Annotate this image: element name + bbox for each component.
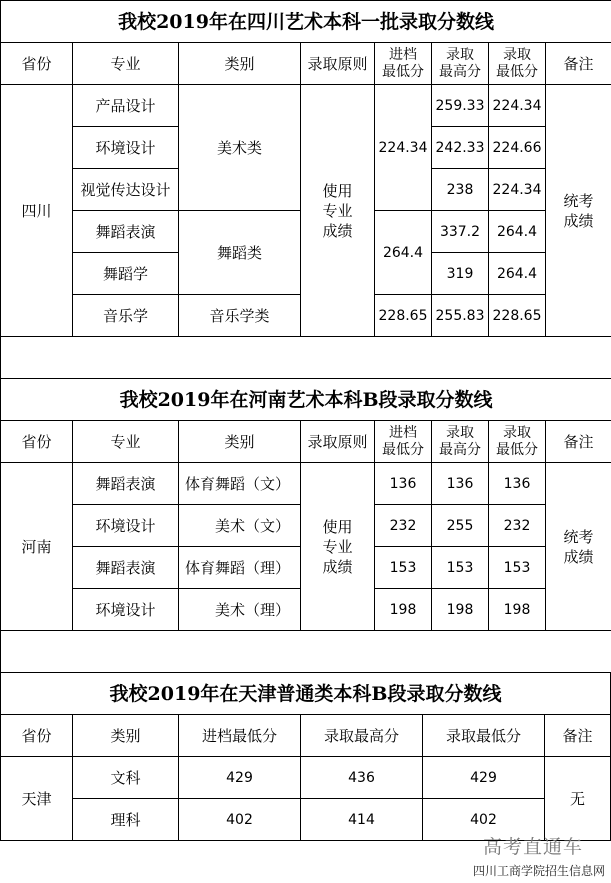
header-admit-max: 录取 最高分 xyxy=(432,43,489,85)
admit-min-cell: 232 xyxy=(489,505,546,547)
admit-min-cell: 429 xyxy=(423,757,545,799)
admit-max-cell: 436 xyxy=(301,757,423,799)
tianjin-province: 天津 xyxy=(1,757,73,841)
header-entry-min: 进档 最低分 xyxy=(375,43,432,85)
admit-max-cell: 198 xyxy=(432,589,489,631)
header-province: 省份 xyxy=(1,715,73,757)
entry-min-cell: 228.65 xyxy=(375,295,432,337)
header-entry-min: 进档 最低分 xyxy=(375,421,432,463)
header-admit-min: 录取最低分 xyxy=(423,715,545,757)
entry-min-cell: 198 xyxy=(375,589,432,631)
admit-min-cell: 136 xyxy=(489,463,546,505)
category-cell: 理科 xyxy=(73,799,179,841)
category-cell: 美术（文） xyxy=(179,505,301,547)
sichuan-title: 我校2019年在四川艺术本科一批录取分数线 xyxy=(1,1,611,43)
admit-min-cell: 264.4 xyxy=(489,211,546,253)
tianjin-title: 我校2019年在天津普通类本科B段录取分数线 xyxy=(1,673,611,715)
admit-max-cell: 319 xyxy=(432,253,489,295)
sichuan-province: 四川 xyxy=(1,85,73,337)
admit-max-cell: 337.2 xyxy=(432,211,489,253)
major-cell: 舞蹈表演 xyxy=(73,547,179,589)
header-admit-max: 录取最高分 xyxy=(301,715,423,757)
tianjin-table xyxy=(0,672,611,841)
principle-cell: 使用 专业 成绩 xyxy=(301,85,375,337)
major-cell: 视觉传达设计 xyxy=(73,169,179,211)
henan-title: 我校2019年在河南艺术本科B段录取分数线 xyxy=(1,379,611,421)
header-admit-max: 录取 最高分 xyxy=(432,421,489,463)
admit-min-cell: 198 xyxy=(489,589,546,631)
entry-min-cell: 429 xyxy=(179,757,301,799)
header-province: 省份 xyxy=(1,43,73,85)
sichuan-table xyxy=(0,0,611,379)
header-admit-min: 录取 最低分 xyxy=(489,421,546,463)
header-remark: 备注 xyxy=(546,43,611,85)
header-remark: 备注 xyxy=(546,421,611,463)
major-cell: 环境设计 xyxy=(73,127,179,169)
admit-min-cell: 402 xyxy=(423,799,545,841)
major-cell: 舞蹈表演 xyxy=(73,463,179,505)
admit-max-cell: 414 xyxy=(301,799,423,841)
remark-cell: 无 xyxy=(545,757,611,841)
entry-min-cell: 402 xyxy=(179,799,301,841)
admit-max-cell: 153 xyxy=(432,547,489,589)
principle-cell: 使用 专业 成绩 xyxy=(301,463,375,631)
category-cell: 体育舞蹈（文） xyxy=(179,463,301,505)
admit-max-cell: 255.83 xyxy=(432,295,489,337)
admit-min-cell: 224.66 xyxy=(489,127,546,169)
admit-max-cell: 136 xyxy=(432,463,489,505)
category-cell: 体育舞蹈（理） xyxy=(179,547,301,589)
category-cell: 舞蹈类 xyxy=(179,211,301,295)
category-cell: 美术（理） xyxy=(179,589,301,631)
header-category: 类别 xyxy=(179,421,301,463)
admit-min-cell: 153 xyxy=(489,547,546,589)
category-cell: 文科 xyxy=(73,757,179,799)
entry-min-cell: 264.4 xyxy=(375,211,432,295)
admit-min-cell: 264.4 xyxy=(489,253,546,295)
watermark: 高考直通车 xyxy=(482,836,583,858)
header-category: 类别 xyxy=(179,43,301,85)
entry-min-cell: 232 xyxy=(375,505,432,547)
major-cell: 产品设计 xyxy=(73,85,179,127)
header-major: 专业 xyxy=(73,43,179,85)
major-cell: 音乐学 xyxy=(73,295,179,337)
admit-min-cell: 224.34 xyxy=(489,169,546,211)
admit-max-cell: 255 xyxy=(432,505,489,547)
admit-min-cell: 224.34 xyxy=(489,85,546,127)
spacer-row xyxy=(1,631,611,673)
header-category: 类别 xyxy=(73,715,179,757)
henan-province: 河南 xyxy=(1,463,73,631)
source-caption: 四川工商学院招生信息网 xyxy=(472,864,605,878)
header-major: 专业 xyxy=(73,421,179,463)
entry-min-cell: 153 xyxy=(375,547,432,589)
entry-min-cell: 136 xyxy=(375,463,432,505)
header-principle: 录取原则 xyxy=(301,421,375,463)
header-province: 省份 xyxy=(1,421,73,463)
header-principle: 录取原则 xyxy=(301,43,375,85)
category-cell: 音乐学类 xyxy=(179,295,301,337)
remark-cell: 统考 成绩 xyxy=(546,463,611,631)
admit-min-cell: 228.65 xyxy=(489,295,546,337)
admit-max-cell: 242.33 xyxy=(432,127,489,169)
admit-max-cell: 259.33 xyxy=(432,85,489,127)
admit-max-cell: 238 xyxy=(432,169,489,211)
remark-cell: 统考 成绩 xyxy=(546,85,611,337)
header-remark: 备注 xyxy=(545,715,611,757)
header-entry-min: 进档最低分 xyxy=(179,715,301,757)
spacer-row xyxy=(1,337,611,379)
henan-table xyxy=(0,378,611,673)
header-admit-min: 录取 最低分 xyxy=(489,43,546,85)
major-cell: 环境设计 xyxy=(73,589,179,631)
major-cell: 舞蹈学 xyxy=(73,253,179,295)
entry-min-cell: 224.34 xyxy=(375,85,432,211)
major-cell: 环境设计 xyxy=(73,505,179,547)
category-cell: 美术类 xyxy=(179,85,301,211)
major-cell: 舞蹈表演 xyxy=(73,211,179,253)
